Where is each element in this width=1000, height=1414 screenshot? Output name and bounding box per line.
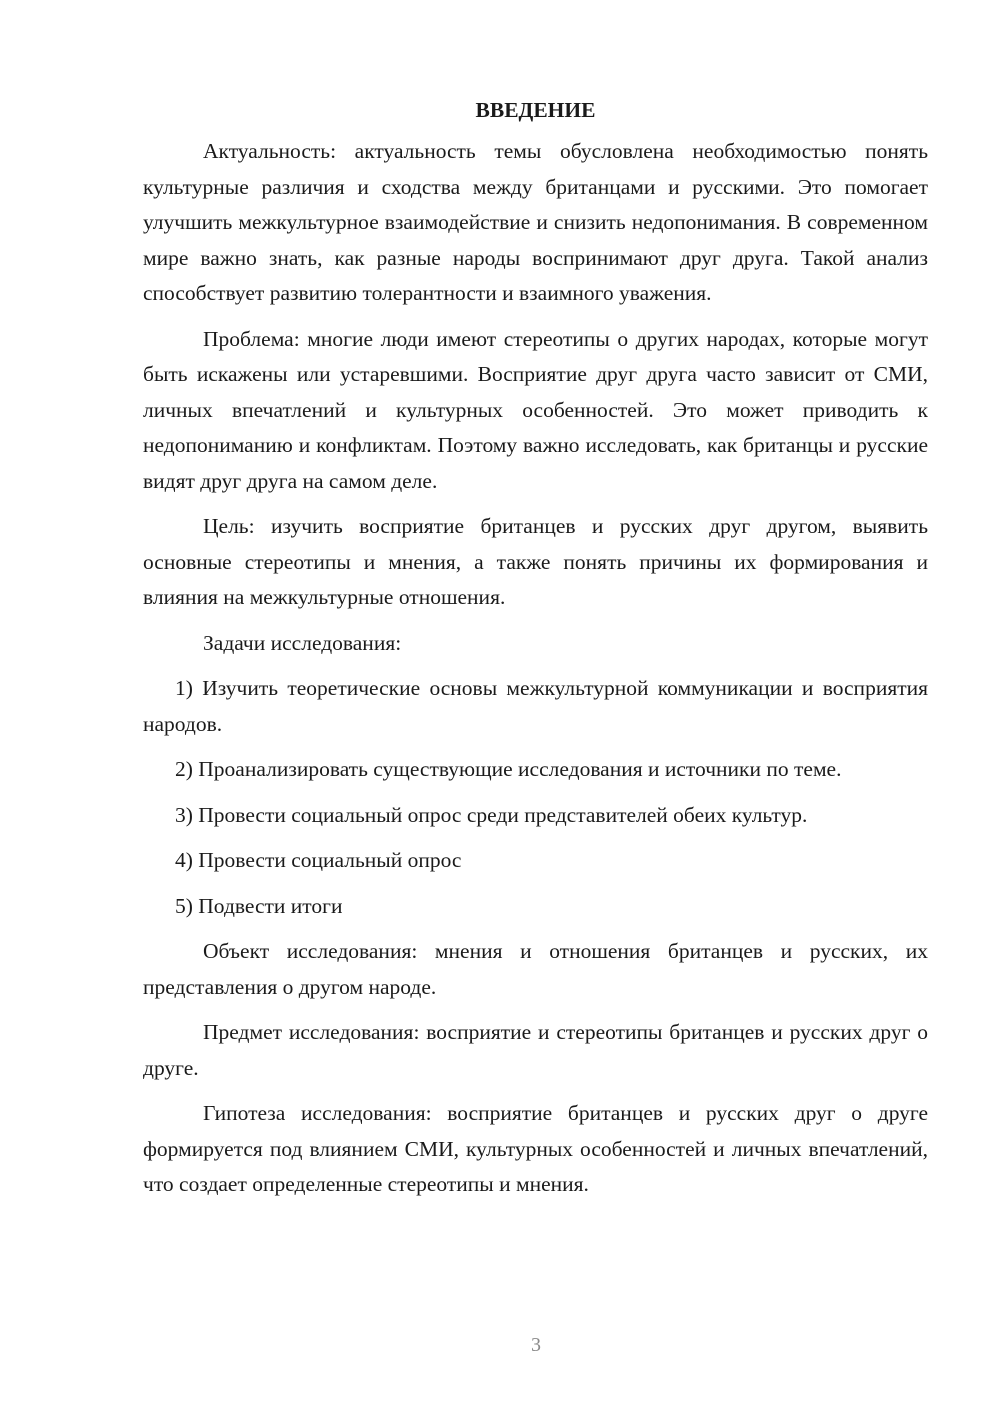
- paragraph-hypothesis: Гипотеза исследования: восприятие британцев и русских друг о друге формируется под влиянием СМИ, культурных особенностей и личных впечатлений, что создает определенные стереотипы и мнения.: [143, 1101, 928, 1196]
- task-item-2: 2) Проанализировать существующие исследования и источники по теме.: [175, 757, 842, 781]
- task-item-3: 3) Провести социальный опрос среди представителей обеих культур.: [175, 802, 808, 827]
- section-title: ВВЕДЕНИЕ: [475, 98, 596, 122]
- paragraph-object: Объект исследования: мнения и отношения британцев и русских, их представления о другом народе.: [143, 939, 928, 999]
- tasks-heading: Задачи исследования:: [203, 630, 402, 655]
- paragraph-relevance: Актуальность: актуальность темы обусловлена необходимостью понять культурные различия и сходства между британцами и русскими. Это помогает улучшить межкультурное взаимодействие и снизить недопонимания. В современном мире важно знать, как разные народы воспринимают друг друга. Такой анализ способствует развитию толерантности и взаимного уважения.: [143, 139, 928, 305]
- paragraph-problem: Проблема: многие люди имеют стереотипы о других народах, которые могут быть искажены или устаревшими. Восприятие друг друга часто зависит от СМИ, личных впечатлений и культурных особенностей. Это может приводить к недопониманию и конфликтам. Поэтому важно исследовать, как британцы и русские видят друг друга на самом деле.: [143, 326, 928, 493]
- document-page: [143, 96, 928, 1213]
- page-number: 3: [531, 1334, 541, 1356]
- paragraph-goal: Цель: изучить восприятие британцев и русских друг другом, выявить основные стереотипы и мнения, а также понять причины их формирования и влияния на межкультурные отношения.: [143, 514, 928, 609]
- paragraph-subject: Предмет исследования: восприятие и стереотипы британцев и русских друг о друге.: [143, 1020, 928, 1080]
- task-item-1: 1) Изучить теоретические основы межкультурной коммуникации и восприятия народов.: [143, 676, 928, 736]
- task-item-5: 5) Подвести итоги: [175, 893, 343, 918]
- task-item-4: 4) Провести социальный опрос: [175, 848, 462, 872]
